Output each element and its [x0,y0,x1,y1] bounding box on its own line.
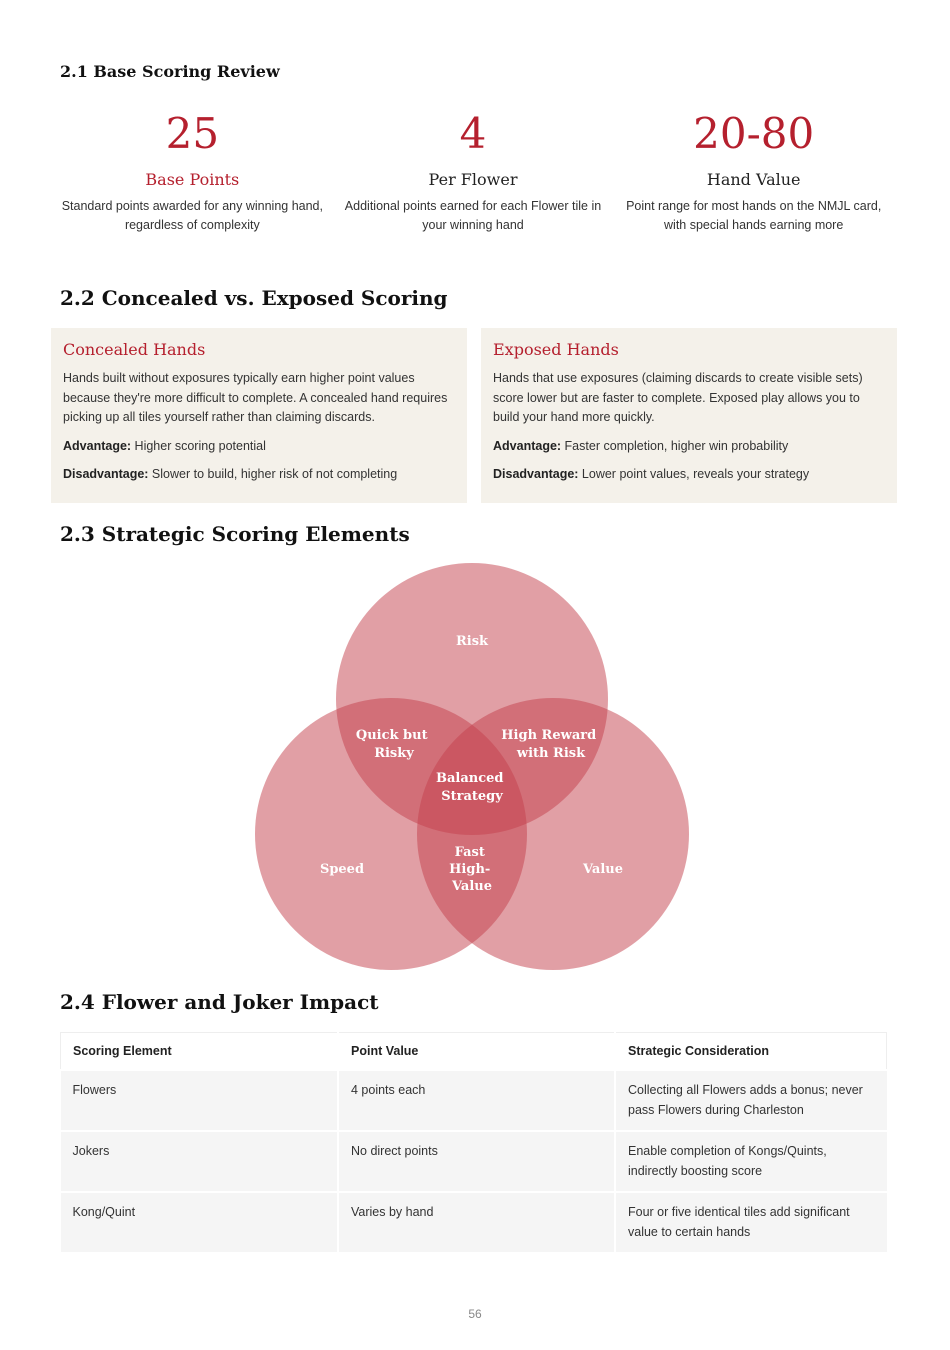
stat-description: Standard points awarded for any winning hand, regardless of complexity [61,199,323,232]
venn-label-fast-high-value: Fast High- Value [449,845,492,894]
table-header-row [61,1033,887,1071]
advantage-label: Advantage: [63,438,132,453]
table-cell: Enable completion of Kongs/Quints, indirectly boosting score [615,1131,887,1192]
section-title-flower-joker: 2.4 Flower and Joker Impact [60,990,379,1014]
column-header: Scoring Element [61,1033,339,1071]
section-title-strategic: 2.3 Strategic Scoring Elements [60,522,410,546]
disadvantage-text: Slower to build, higher risk of not completing [148,467,398,481]
advantage-text: Higher scoring potential [131,438,266,453]
stat-description: Additional points earned for each Flower tile in your winning hand [344,199,602,232]
stat-label: Base Points [145,170,240,189]
table-row [61,1131,887,1192]
venn-label-quick-but-risky: Quick but Risky [355,728,428,761]
stat-number: 4 [459,109,487,158]
advantage-text: Faster completion, higher win probability [561,438,789,453]
scoring-table [60,1032,887,1252]
venn-label-high-reward: High Reward with Risk [501,728,597,761]
card-body: Hands that use exposures (claiming discards to create visible sets) score lower but are faster to complete. Exposed play allows you to build your hand more quickly. [493,371,863,424]
stat-hand-value [613,108,894,235]
venn-label-value: Value [583,862,623,877]
card-disadvantage [63,465,455,485]
card-exposed-hands [481,328,897,503]
table-cell: No direct points [338,1131,615,1192]
venn-diagram [255,562,691,972]
stat-label: Hand Value [706,170,801,189]
disadvantage-text: Lower point values, reveals your strategy [578,467,810,481]
table-cell: Jokers [61,1131,339,1192]
stat-label: Per Flower [428,170,518,189]
venn-label-risk: Risk [455,634,489,649]
card-body: Hands built without exposures typically earn higher point values because they're more difficult to complete. A concealed hand requires picking up all tiles yourself rather than claiming discards. [63,371,448,424]
venn-label-balanced-strategy: Balanced Strategy [435,771,504,804]
stat-base-points [52,108,333,235]
table-cell: Four or five identical tiles add significant value to certain hands [615,1192,887,1252]
card-concealed-hands [51,328,467,503]
table-cell: Kong/Quint [61,1192,339,1252]
card-title: Exposed Hands [493,340,619,359]
section-title-base-scoring: 2.1 Base Scoring Review [60,62,280,81]
card-title: Concealed Hands [63,340,206,359]
card-advantage [63,437,455,457]
stat-description: Point range for most hands on the NMJL card, with special hands earning more [626,199,882,232]
column-header: Point Value [338,1033,615,1071]
card-advantage [493,437,885,457]
table-cell: Varies by hand [338,1192,615,1252]
table-row [61,1070,887,1131]
stats-row [52,108,894,235]
stat-number: 20-80 [693,109,815,158]
stat-per-flower [333,108,614,235]
comparison-cards [51,328,897,503]
column-header: Strategic Consideration [615,1033,887,1071]
table-cell: Flowers [61,1070,339,1131]
section-title-concealed-exposed: 2.2 Concealed vs. Exposed Scoring [60,286,448,310]
disadvantage-label: Disadvantage: [63,467,149,481]
disadvantage-label: Disadvantage: [493,467,579,481]
card-disadvantage [493,465,885,485]
advantage-label: Advantage: [493,438,562,453]
stat-number: 25 [165,109,220,158]
table-row [61,1192,887,1252]
table-cell: Collecting all Flowers adds a bonus; never pass Flowers during Charleston [615,1070,887,1131]
page-number: 56 [468,1307,482,1321]
table-cell: 4 points each [338,1070,615,1131]
venn-label-speed: Speed [319,862,365,877]
